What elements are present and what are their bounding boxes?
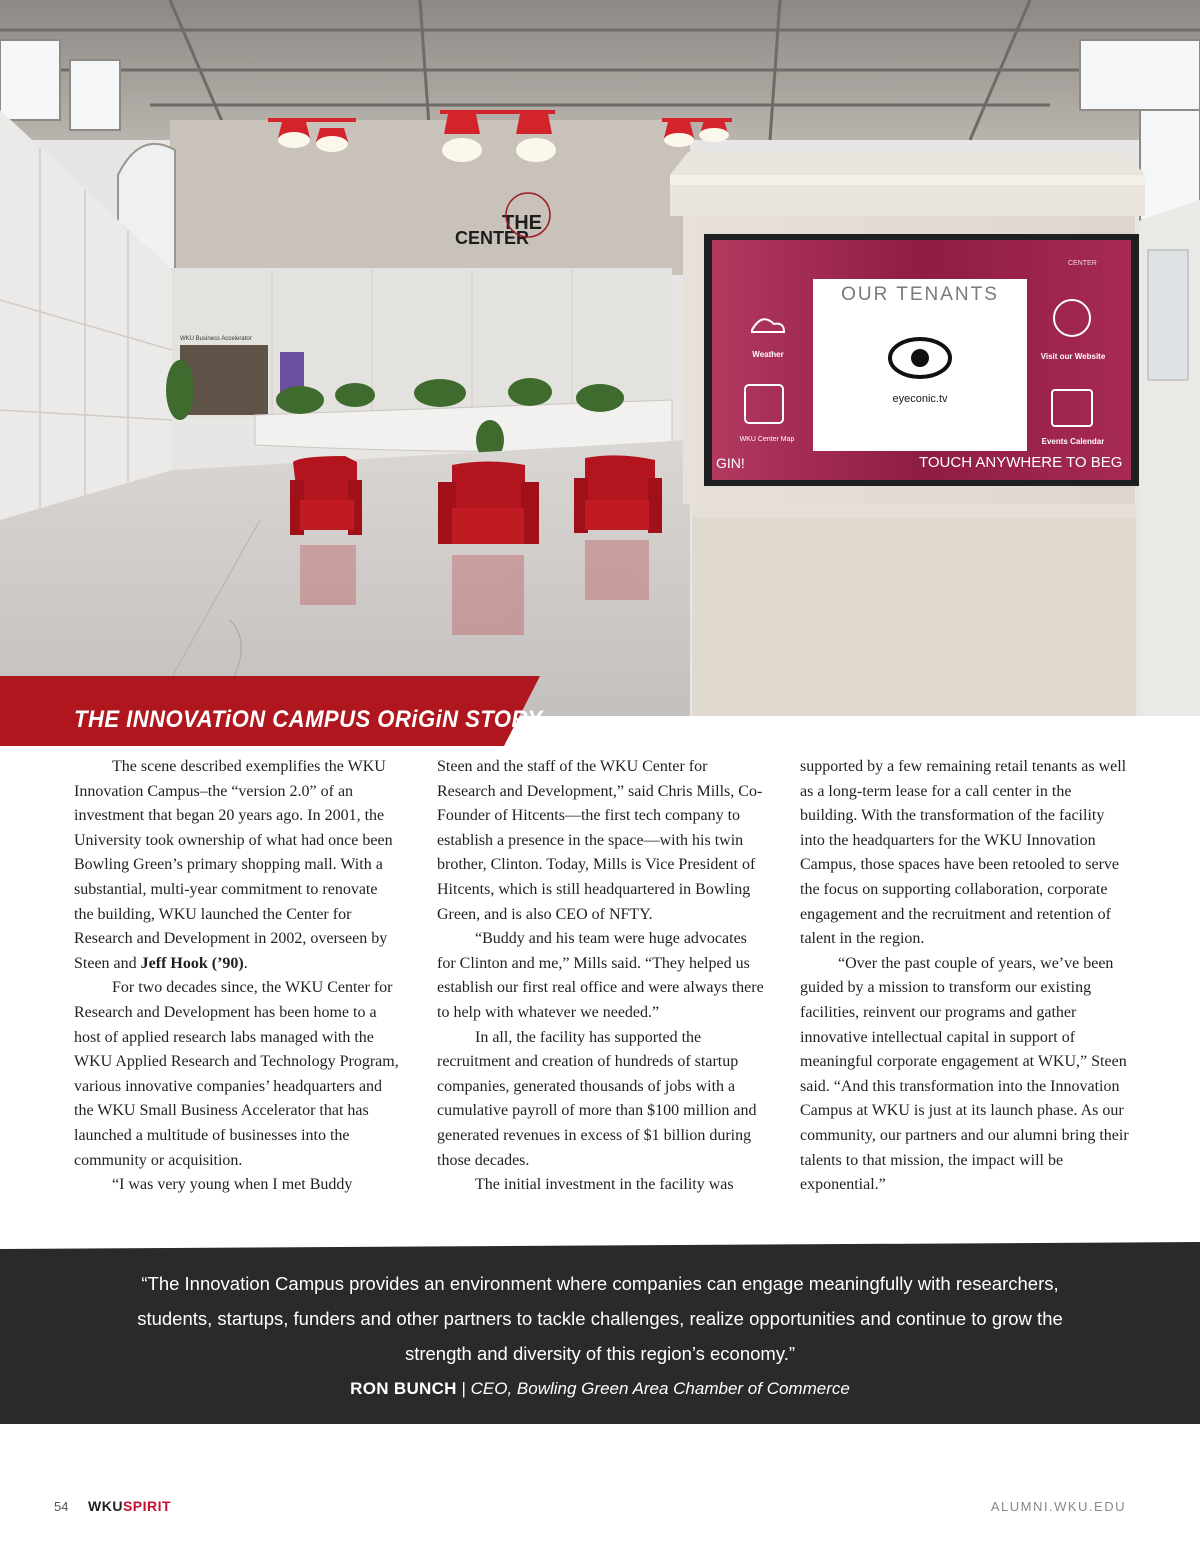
paragraph: supported by a few remaining retail tenants as well as a long-term lease for a call center in the building. With the transformation of the facility into the headquarters for the WKU Innovation Campus, those spaces have been retooled to serve the focus on supporting collaboration, corporate engagement and the recruitment and retention of talent in the region. — [800, 758, 1127, 948]
door-sign: WKU Business Accelerator — [180, 336, 252, 342]
kiosk-ticker-right: TOUCH ANYWHERE TO BEG — [919, 454, 1123, 471]
atrium-illustration — [0, 0, 1200, 716]
paragraph: The initial investment in the facility was — [475, 1176, 734, 1194]
bold-name: Jeff Hook (’90) — [140, 954, 244, 972]
paragraph: In all, the facility has supported the recruitment and creation of hundreds of startup companies, generated thousands of jobs with a cumulative payroll of more than $100 million and generated revenues in excess of $1 billion during those decades. — [437, 1028, 757, 1169]
kiosk-corner-label: CENTER — [1068, 260, 1097, 267]
kiosk-tile-map: WKU Center Map — [739, 436, 795, 443]
paragraph: For two decades since, the WKU Center for Research and Development has been home to a host of applied research labs managed with the WKU Applied Research and Technology Program, various innovative companies’ headquarters and the WKU Small Business Accelerator that has launched a multitude of businesses into the community or acquisition. — [74, 979, 399, 1169]
hero-photo — [0, 0, 1200, 716]
pull-quote-text: “The Innovation Campus provides an environment where companies can engage meaningfully with researchers, students, startups, funders and other partners to tackle challenges, realize opportunities and continue to grow the strength and diversity of this region’s economy.” — [137, 1273, 1063, 1364]
article-column-1 — [74, 755, 401, 1198]
article-column-2 — [437, 755, 767, 1198]
paragraph: Steen and the staff of the WKU Center for Research and Development,” said Chris Mills, Co-Founder of Hitcents—the first tech company to establish a presence in the space—with his twin brother, Clinton. Today, Mills is Vice President of Hitcents, which is still headquartered in Bowling Green, and is also CEO of NFTY. — [437, 758, 763, 923]
kiosk-ticker-left: GIN! — [716, 455, 745, 471]
kiosk-tile-weather: Weather — [752, 350, 784, 359]
paragraph: “I was very young when I met Buddy — [112, 1176, 353, 1194]
kiosk-tenant-logo: eyeconic.tv — [892, 393, 948, 405]
article-column-3 — [800, 755, 1130, 1198]
quote-author-role: CEO, Bowling Green Area Chamber of Commerce — [470, 1379, 850, 1398]
magazine-brand: WKUSPIRIT — [88, 1498, 172, 1514]
paragraph: “Buddy and his team were huge advocates for Clinton and me,” Mills said. “They helped us establish our first real office and were always there to help with whatever we needed.” — [437, 930, 764, 1021]
kiosk-tile-website: Visit our Website — [1040, 352, 1106, 361]
svg-text:CENTER: CENTER — [455, 228, 530, 248]
paragraph: The scene described exemplifies the WKU Innovation Campus–the “version 2.0” of an investment that began 20 years ago. In 2001, the University took ownership of what had once been Bowling Green’s primary shopping mall. With a substantial, multi-year commitment to renovate the building, WKU launched the Center for Research and Development in 2002, overseen by Steen and Jeff Hook (’90). — [74, 758, 393, 972]
pull-quote-attribution — [0, 1379, 1200, 1399]
kiosk-screen-title: OUR TENANTS — [841, 284, 999, 305]
quote-author-name: RON BUNCH — [350, 1379, 457, 1398]
wall-sign: THE — [502, 212, 542, 234]
kiosk-tile-events: Events Calendar — [1041, 437, 1105, 446]
paragraph: “Over the past couple of years, we’ve been guided by a mission to transform our existing facilities, reinvent our programs and gather innovative intellectual capital in support of meaningful corporate engagement at WKU,” Steen said. “And this transformation into the Innovation Campus at WKU is just at its launch phase. As our community, our partners and our alumni bring their talents to that mission, the impact will be exponential.” — [800, 954, 1129, 1194]
quote-separator: | — [456, 1379, 471, 1398]
section-title: THE INNOVATiON CAMPUS ORiGiN STORY — [74, 706, 543, 733]
kiosk — [670, 152, 1145, 716]
footer-url: ALUMNI.WKU.EDU — [990, 1499, 1126, 1514]
page-number: 54 — [54, 1499, 69, 1514]
